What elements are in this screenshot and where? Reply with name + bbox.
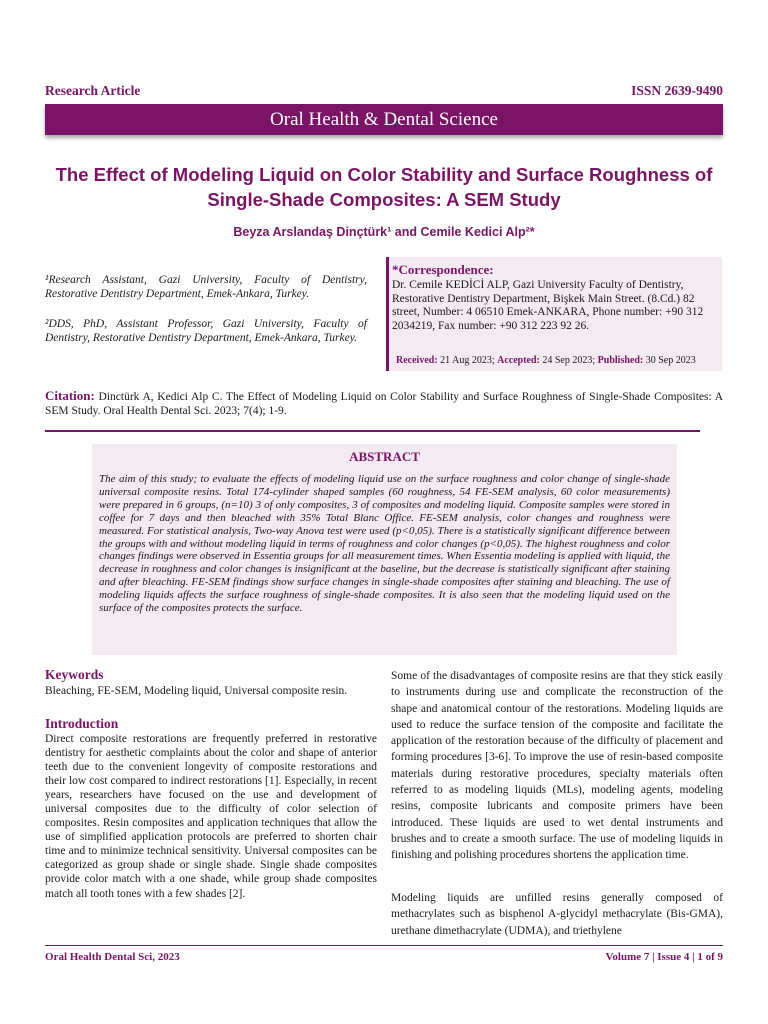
accepted-date: 24 Sep 2023; — [542, 355, 596, 366]
author-list: Beyza Arslandaş Dinçtürk¹ and Cemile Kedici Alp²* — [233, 225, 535, 239]
affiliation-2: ²DDS, PhD, Assistant Professor, Gazi University, Faculty of Dentistry, Restorative Dentistry Department, Emek-Ankara, Turkey. — [45, 318, 367, 344]
right-column-paragraph-2: Modeling liquids are unfilled resins generally composed of methacrylates such as bisphenol A-glycidyl methacrylate (Bis-GMA), urethane dimethacrylate (UDMA), and triethylene — [391, 892, 723, 937]
citation — [45, 389, 723, 418]
article-title: The Effect of Modeling Liquid on Color Stability and Surface Roughness of Single-Shade Composites: A SEM Study — [55, 164, 713, 210]
issn-label: ISSN 2639-9490 — [631, 83, 723, 98]
keywords-heading: Keywords — [45, 667, 104, 682]
journal-name: Oral Health & Dental Science — [270, 108, 498, 130]
section-divider — [45, 430, 700, 432]
affiliation-1: ¹Research Assistant, Gazi University, Faculty of Dentistry, Restorative Dentistry Department, Emek-Ankara, Turkey. — [45, 274, 367, 300]
introduction-text: Direct composite restorations are frequently preferred in restorative dentistry for aesthetic complaints about the color and shape of anterior teeth due to the convenient longevity of composite restorations and their low cost compared to indirect restorations [1]. Especially, in recent years, researchers have focused on the use and development of universal composites due to the difficulty of color selection of composites. Resin composites and application techniques that allow the use of simplified application protocols are preferred to shorten chair time and to minimize technical sensitivity. Universal composites can be categorized as group shade or single shade. Single shade composites provide color match with a one shade, while group shade composites match all tooth tones with a few shades [2]. — [45, 733, 378, 900]
correspondence-text: Dr. Cemile KEDİCİ ALP, Gazi University Faculty of Dentistry, Restorative Dentistry Department, Bişkek Main Street. (8.Cd.) 82 street, Number: 4 06510 Emek-ANKARA, Phone number: +90 312 2034219, Fax number: +90 312 223 92 26. — [392, 279, 704, 332]
received-date: 21 Aug 2023; — [440, 355, 495, 366]
correspondence-accent-bar — [386, 257, 389, 371]
footer-journal: Oral Health Dental Sci, 2023 — [45, 951, 180, 963]
abstract-box — [92, 444, 677, 655]
footer-page-info: Volume 7 | Issue 4 | 1 of 9 — [605, 951, 723, 963]
published-date: 30 Sep 2023 — [645, 355, 696, 366]
footer-divider — [45, 945, 723, 946]
citation-text: Dinctürk A, Kedici Alp C. The Effect of Modeling Liquid on Color Stability and Surface Roughness of Single-Shade Composites: A SEM Study. Oral Health Dental Sci. 2023; 7(4); 1-9. — [45, 391, 724, 417]
abstract-title: ABSTRACT — [349, 449, 420, 464]
published-label: Published: — [597, 355, 644, 366]
publication-dates — [396, 355, 696, 366]
accepted-label: Accepted: — [497, 355, 540, 366]
introduction-heading: Introduction — [45, 716, 119, 731]
right-column-paragraph-1: Some of the disadvantages of composite resins are that they stick easily to instruments during use and complicate the reconstruction of the shape and anatomical contour of the restorations. Modeling liquids are used to reduce the surface tension of the composite and facilitate the application of the restoration because of the difficulty of placement and forming procedures [3-6]. To improve the use of resin-based composite materials during restorative procedures, specialty materials often referred to as modeling liquids (MLs), modeling agents, modeling resins, composite lubricants and composite primers have been introduced. These liquids are used to wet dental instruments and brushes and to create a smooth surface. The use of modeling liquids in finishing and polishing procedures shortens the application time. — [391, 670, 723, 862]
citation-label: Citation: — [45, 388, 95, 403]
received-label: Received: — [396, 355, 438, 366]
journal-banner — [45, 104, 723, 135]
abstract-text: The aim of this study; to evaluate the effects of modeling liquid use on the surface roughness and color change of single-shade universal composite resins. Total 174-cylinder shaped samples (60 roughness, 54 FE-SEM analysis, 60 color measurements) were prepared in 6 groups, (n=10) 3 of only composites, 3 of composites and modeling liquid. Composite samples were stored in coffee for 7 days and then bleached with 35% Total Blanc Office. FE-SEM analysis, color changes and roughness were measured. For statistical analysis, Two-way Anova test were used (p<0,05). There is a statistically significant difference between the groups with and without modeling liquid in terms of roughness and color changes (p<0,05). The highest roughness and color changes findings were observed in Essentia groups for all measurement times. When Essentia modeling is applied with liquid, the decrease in roughness and color changes is insignificant at the baseline, but the decrease is statistically significant after staining and after bleaching. FE-SEM findings show surface changes in single-shade composites after staining and bleaching. The use of modeling liquids affects the surface roughness of single-shade composites. It is also seen that the modeling liquid used on the surface of the composites protects the surface. — [99, 473, 670, 615]
correspondence-box — [386, 257, 722, 371]
correspondence-title: *Correspondence: — [392, 262, 494, 277]
article-type-label: Research Article — [45, 83, 141, 98]
keywords-text: Bleaching, FE-SEM, Modeling liquid, Universal composite resin. — [45, 685, 348, 697]
